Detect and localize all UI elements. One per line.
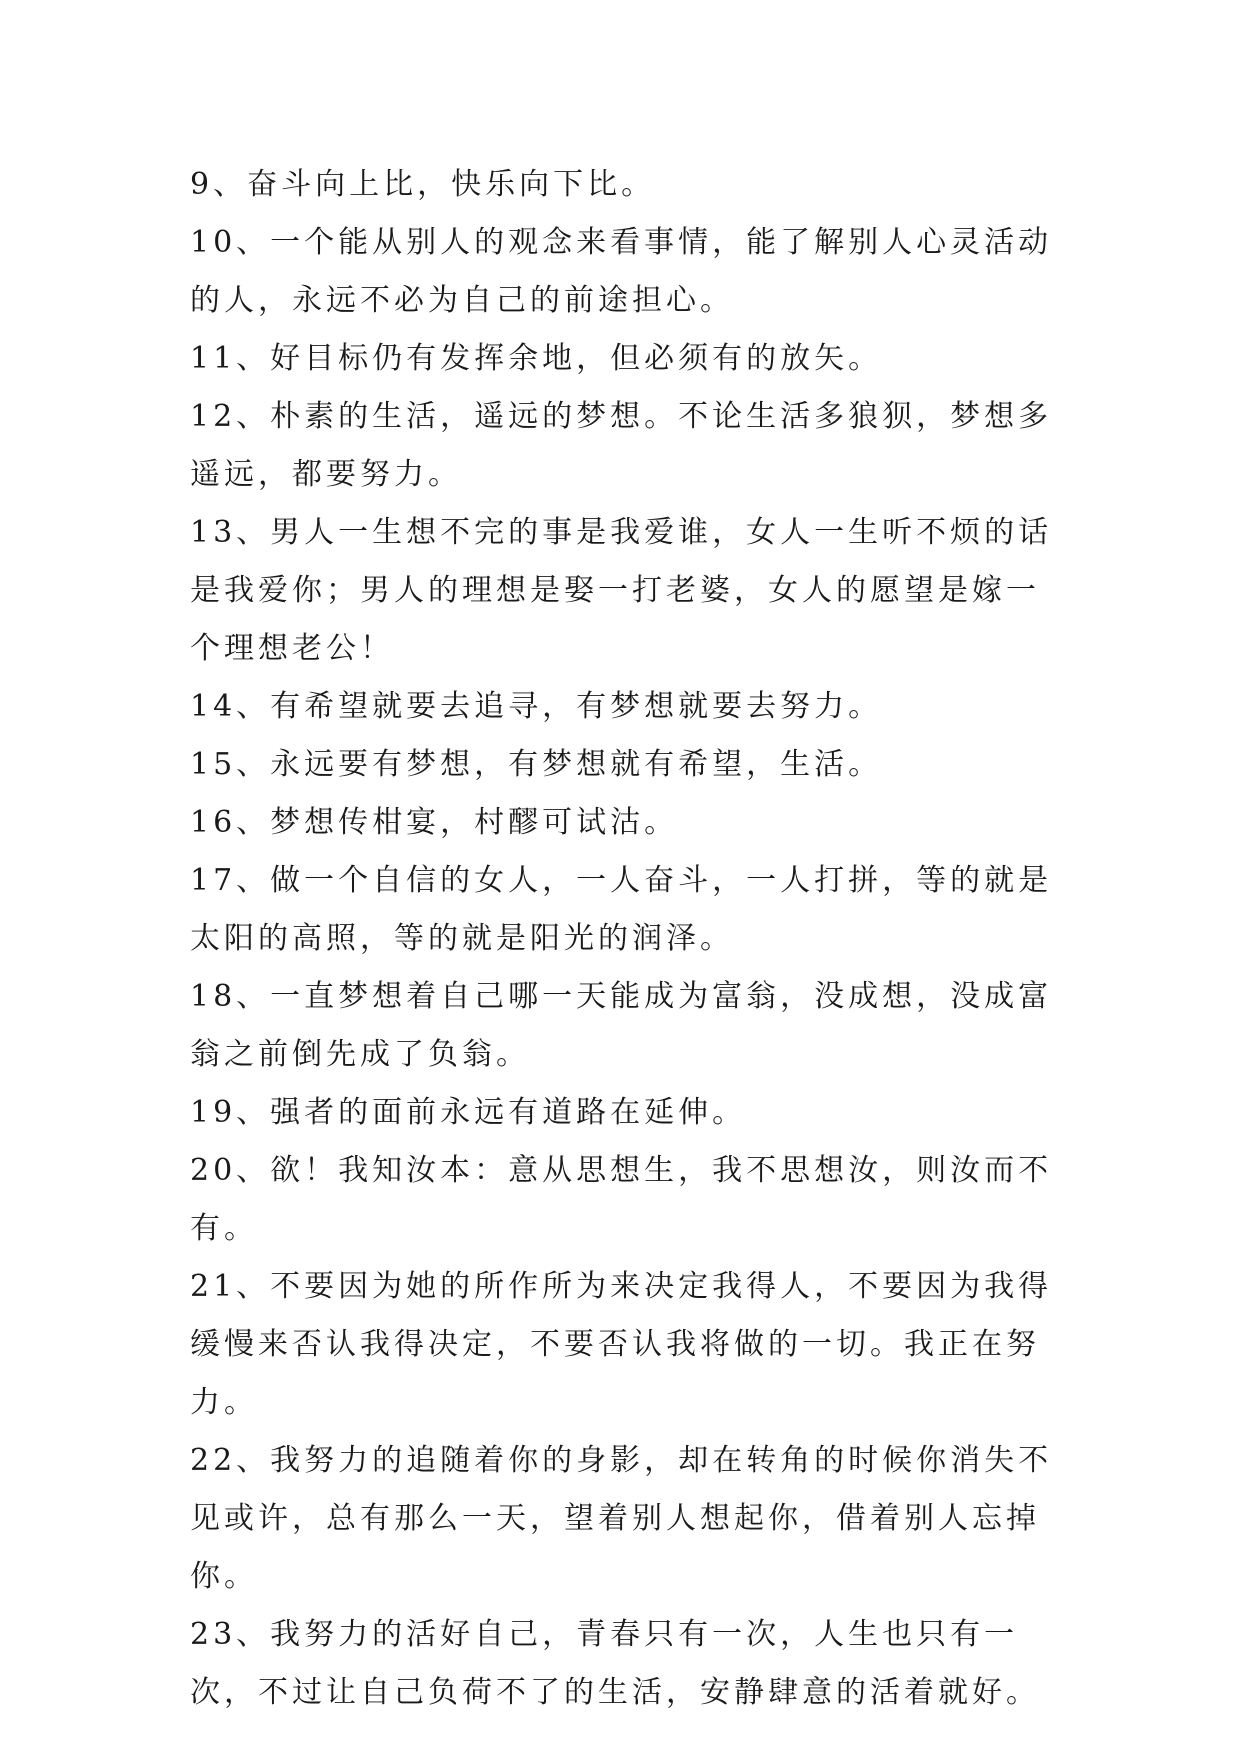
list-item: 9、奋斗向上比，快乐向下比。 bbox=[190, 167, 656, 202]
list-item: 18、一直梦想着自己哪一天能成为富翁，没成想，没成富翁之前倒先成了负翁。 bbox=[190, 979, 1053, 1072]
document-body bbox=[190, 156, 1070, 1722]
list-item: 21、不要因为她的所作所为来决定我得人，不要因为我得缓慢来否认我得决定，不要否认我将做的一切。我正在努力。 bbox=[190, 1269, 1053, 1420]
list-item: 22、我努力的追随着你的身影，却在转角的时候你消失不见或许，总有那么一天，望着别人想起你，借着别人忘掉你。 bbox=[190, 1443, 1053, 1594]
list-item: 15、永远要有梦想，有梦想就有希望，生活。 bbox=[190, 747, 883, 782]
list-item: 12、朴素的生活，遥远的梦想。不论生活多狼狈，梦想多遥远，都要努力。 bbox=[190, 399, 1053, 492]
list-item: 19、强者的面前永远有道路在延伸。 bbox=[190, 1095, 747, 1130]
list-item: 23、我努力的活好自己，青春只有一次，人生也只有一次，不过让自己负荷不了的生活，安静肆意的活着就好。 bbox=[190, 1617, 1040, 1710]
list-item: 17、做一个自信的女人，一人奋斗，一人打拼，等的就是太阳的高照，等的就是阳光的润泽。 bbox=[190, 863, 1053, 956]
list-item: 20、欲！我知汝本：意从思想生，我不思想汝，则汝而不有。 bbox=[190, 1153, 1053, 1246]
list-item: 13、男人一生想不完的事是我爱谁，女人一生听不烦的话是我爱你；男人的理想是娶一打老婆，女人的愿望是嫁一个理想老公！ bbox=[190, 515, 1053, 666]
list-item: 16、梦想传柑宴，村醪可试沽。 bbox=[190, 805, 679, 840]
list-item: 11、好目标仍有发挥余地，但必须有的放矢。 bbox=[190, 341, 883, 376]
list-item: 14、有希望就要去追寻，有梦想就要去努力。 bbox=[190, 689, 883, 724]
list-item: 10、一个能从别人的观念来看事情，能了解别人心灵活动的人，永远不必为自己的前途担心。 bbox=[190, 225, 1053, 318]
